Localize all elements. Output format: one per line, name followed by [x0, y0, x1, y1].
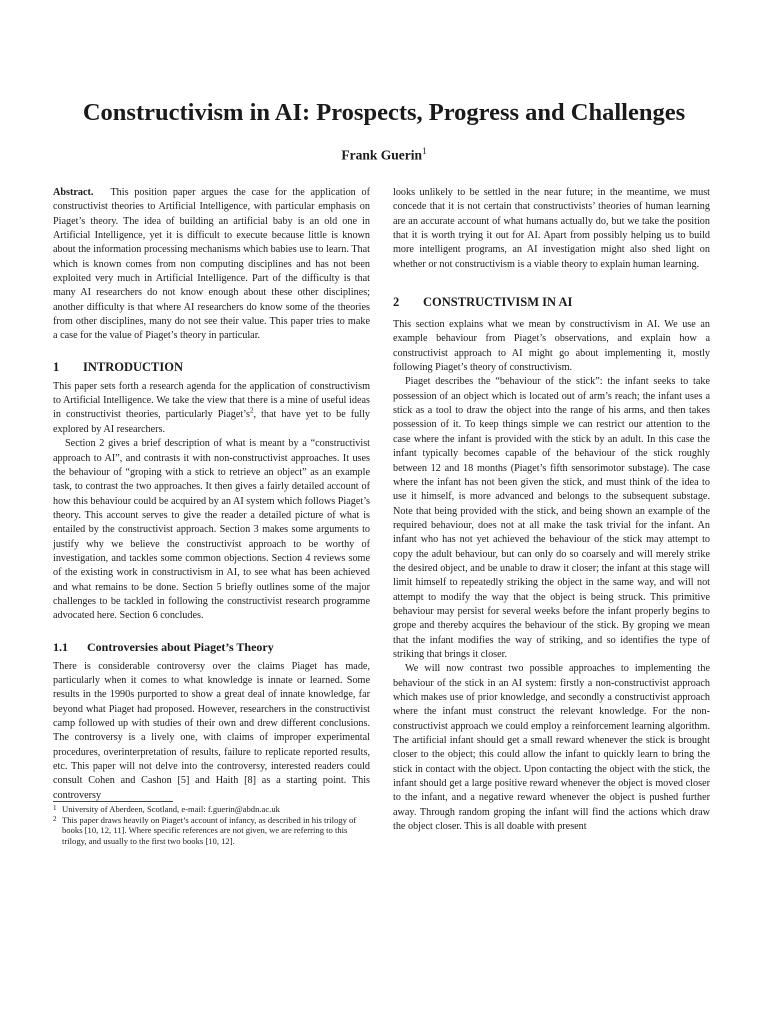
section-title: INTRODUCTION [83, 359, 184, 374]
section-1-heading [53, 359, 370, 375]
intro-paragraph-1 [53, 380, 370, 437]
abstract-text: This position paper argues the case for the application of constructivist theories to Artificial Intelligence, with particular emphasis on Piaget’s theory. The idea of building an artificial baby is an old one in Artificial Intelligence, yet it is difficult to execute because little is known about the information processing mechanisms which babies use to learn. That which is known comes from non computing disciplines and has not been exploited very much in Artificial Intelligence. Part of the difficulty is that many AI researchers do not know enough about these other disciplines; another difficulty is that where AI researchers do know some of the theories from other disciplines, many do not see their value. This paper tries to make a case for the value of Piaget’s theory in particular. [53, 187, 370, 342]
footnote-ref-2: 2 [249, 407, 254, 416]
footnote-2 [53, 815, 370, 847]
footnote-rule [53, 801, 173, 802]
author-footnote-mark: 1 [422, 146, 427, 156]
subsection-title: Controversies about Piaget’s Theory [87, 639, 274, 654]
intro-paragraph-2: Section 2 gives a brief description of what is meant by a “constructivist approach to AI”, and contrasts it with non-constructivist approaches. It uses the behaviour of “groping with a stick to retrieve an object” as an example task, to contrast the two approaches. It then gives a fairly detailed account of how this behaviour could be acquired by an AI system which follows Piaget’s theory. This account serves to give the reader a detailed picture of what is entailed by the constructivist approach. Section 3 makes some arguments to justify why we believe the constructivist approach to be worthy of investigation, and tackles some common objections. Section 4 reviews some of the existing work in constructivism in AI, to see what has been achieved and what remains to be done. Section 5 briefly outlines some of the major challenges to be tackled in following the constructivist research programme advocated here. Section 6 concludes. [53, 438, 370, 622]
subsection-number: 1.1 [53, 639, 68, 654]
section-2-paragraph-1: This section explains what we mean by constructivism in AI. We use an example behaviour from Piaget’s observations, and explain how a constructivist approach to AI might go about implementing it, mostly following Piaget’s theory of constructivism. [393, 319, 710, 374]
section-number: 1 [53, 359, 60, 374]
subsection-1-1-heading [53, 639, 370, 655]
controversy-continuation: looks unlikely to be settled in the near future; in the meantime, we must concede that it is not certain that constructivists’ theories of human learning are an accurate account of what humans actually do, but we take the position that it is worth trying it out for AI. Apart from possibly helping us to build more intelligent programs, an AI investigation might also shed light on whether or not constructivism is a viable theory to explain human learning. [393, 187, 710, 270]
section-number: 2 [393, 295, 400, 310]
controversy-paragraph: There is considerable controversy over the claims Piaget has made, particularly when it comes to what knowledge is innate or learned. Some results in the 1990s purported to show a great deal of innate knowledge, far beyond what Piaget had proposed. However, researchers in the constructivist camp followed up with studies of their own and drew different conclusions. The controversy is a lively one, with claims of improper experimental procedures, overinterpretation of results, failure to replicate reported results, etc. This paper will not delve into the controversy, interested readers could consult Cohen and Cashon [5] and Haith [8] as a starting point. This controversy [53, 660, 370, 801]
intro-text-a: This paper sets forth a research agenda for the application of constructivism to Artificial Intelligence. We take the view that there is a mine of useful ideas in constructivist theories, particularly Piaget’s [53, 380, 370, 421]
section-title: CONSTRUCTIVISM IN AI [423, 295, 573, 310]
section-2-heading [393, 294, 710, 310]
intro-text-b: , that have yet to be fully explored by AI researchers. [53, 409, 370, 435]
author-name: Frank Guerin [341, 147, 423, 163]
section-2-paragraph-2: Piaget describes the “behaviour of the stick”: the infant seeks to take possession of an object which is located out of arm’s reach; the infant uses a stick as a tool to draw the object into the range of his arms, and then takes possession of it. To keep things simple we can restrict our attention to the case where the infant is provided with the stick by an adult. In this case the infant typically becomes capable of the behaviour of the stick roughly between 12 and 18 months (Piaget’s fifth sensorimotor substage). The case where the infant has not been given the stick, and must think of the idea to use it himself, is more advanced and belongs to the subsequent substage. Note that being provided with the stick, and being shown an example of the required behaviour, does not at all make the task trivial for the infant. An infant who has not yet achieved the behaviour of the stick may attempt to copy the adult behaviour, but can only do so coarsely and will merely strike the desired object, and be unable to draw it closer; the infant at this stage will limit himself to repeatedly striking the object in the same way, and will not attempt to modify the way that the object is being struck. This primitive behaviour may persist for several weeks before the infant properly begins to grope and thereby acquires the behaviour of the stick. By groping we mean that the infant modifies the way of striking, and so identifies the type of striking that brings it closer. [393, 376, 710, 660]
footnote-text: This paper draws heavily on Piaget’s account of infancy, as described in his trilogy of books [10, 12, 11]. Where specific references are not given, we are referring to this trilogy, and usually to the first two books [10, 12]. [62, 814, 357, 846]
footnote-1 [53, 804, 370, 815]
footnote-text: University of Aberdeen, Scotland, e-mail: f.guerin@abdn.ac.uk [62, 804, 280, 814]
abstract-label: Abstract. [53, 187, 94, 198]
footnote-mark: 2 [53, 814, 57, 823]
section-2-paragraph-3: We will now contrast two possible approaches to implementing the behaviour of the stick in an AI system: firstly a non-constructivist approach which makes use of prior knowledge, and secondly a constructivist approach where the infant must construct the relevant knowledge. For the non-constructivist approach we could employ a reinforcement learning algorithm. The artificial infant should get a small reward whenever the stick is brought closer to the object; this could allow the infant to quickly learn to bring the stick in contact with the object. Upon contacting the object with the stick, the infant should get a large positive reward whenever the object is moved closer to the infant, and a negative reward whenever the object is pushed further away. Through random groping the infant will find the actions which draw the object closer. This is all doable with present [393, 663, 710, 833]
abstract [53, 186, 370, 344]
left-column [53, 186, 370, 803]
author-line [0, 146, 768, 164]
footnote-mark: 1 [53, 804, 57, 812]
right-column [393, 186, 710, 834]
paper-title: Constructivism in AI: Prospects, Progress and Challenges [82, 99, 686, 126]
footnotes [53, 801, 370, 846]
